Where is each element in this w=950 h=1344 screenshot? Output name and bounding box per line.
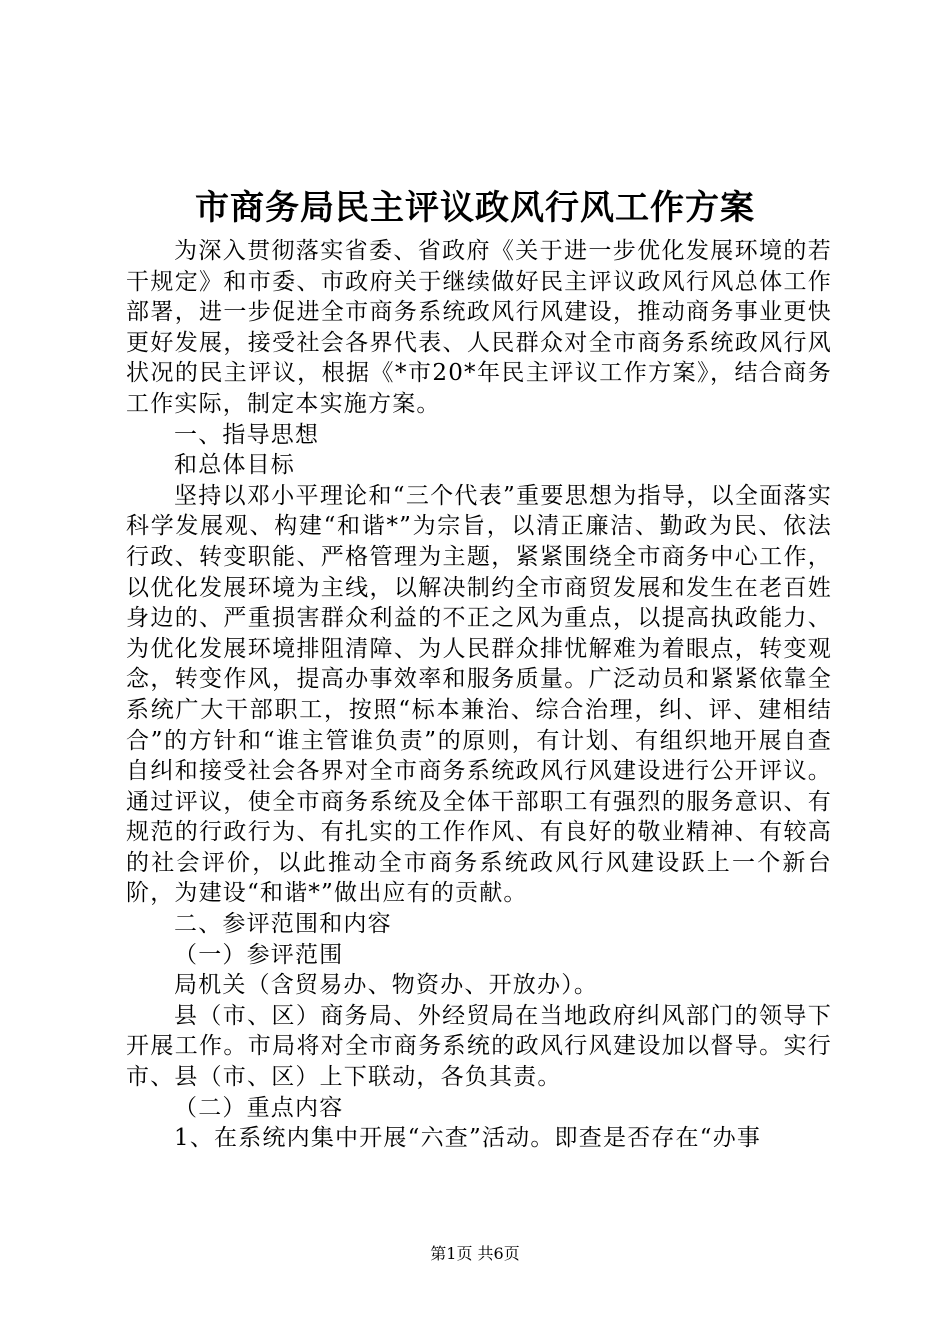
paragraph-bureau-office: 局机关（含贸易办、物资办、开放办）。 [174,972,599,999]
heading-scope-and-content: 二、参评范围和内容 [174,911,392,938]
subheading-key-content: （二）重点内容 [174,1094,344,1121]
heading-guiding-ideology: 一、指导思想 [174,421,320,448]
heading-overall-goal: 和总体目标 [174,452,295,479]
document-title: 市商务局民主评议政风行风工作方案 [195,188,755,228]
paragraph-county-bureaus: 县（市、区）商务局、外经贸局在当地政府纠风部门的领导下开展工作。市局将对全市商务系统的政风行风建设加以督导。实行市、县（市、区）上下联动，各负其责。 [126,1002,832,1091]
paragraph-intro: 为深入贯彻落实省委、省政府《关于进一步优化发展环境的若干规定》和市委、市政府关于继续做好民主评议政风行风总体工作部署，进一步促进全市商务系统政风行风建设，推动商务事业更快更好发展，接受社会各界代表、人民群众对全市商务系统政风行风状况的民主评议，根据《*市20*年民主评议工作方案》，结合商务工作实际，制定本实施方案。 [126,238,832,417]
subheading-scope: （一）参评范围 [174,941,344,968]
document-body [126,236,832,1154]
paragraph-guiding-content: 坚持以邓小平理论和“三个代表”重要思想为指导，以全面落实科学发展观、构建“和谐*”为宗旨，以清正廉洁、勤政为民、依法行政、转变职能、严格管理为主题，紧紧围绕全市商务中心工作，以优化发展环境为主线，以解决制约全市商贸发展和发生在老百姓身边的、严重损害群众利益的不正之风为重点，以提高执政能力、为优化发展环境排阻清障、为人民群众排忧解难为着眼点，转变观念，转变作风，提高办事效率和服务质量。广泛动员和紧紧依靠全系统广大干部职工，按照“标本兼治、综合治理，纠、评、建相结合”的方针和“谁主管谁负责”的原则，有计划、有组织地开展自查自纠和接受社会各界对全市商务系统政风行风建设进行公开评议。通过评议，使全市商务系统及全体干部职工有强烈的服务意识、有规范的行政行为、有扎实的工作作风、有良好的敬业精神、有较高的社会评价，以此推动全市商务系统政风行风建设跃上一个新台阶，为建设“和谐*”做出应有的贡献。 [126,482,832,907]
paragraph-six-checks: 1、在系统内集中开展“六查”活动。即查是否存在“办事 [174,1125,762,1152]
page-number-footer: 第1页 共6页 [430,1244,520,1263]
